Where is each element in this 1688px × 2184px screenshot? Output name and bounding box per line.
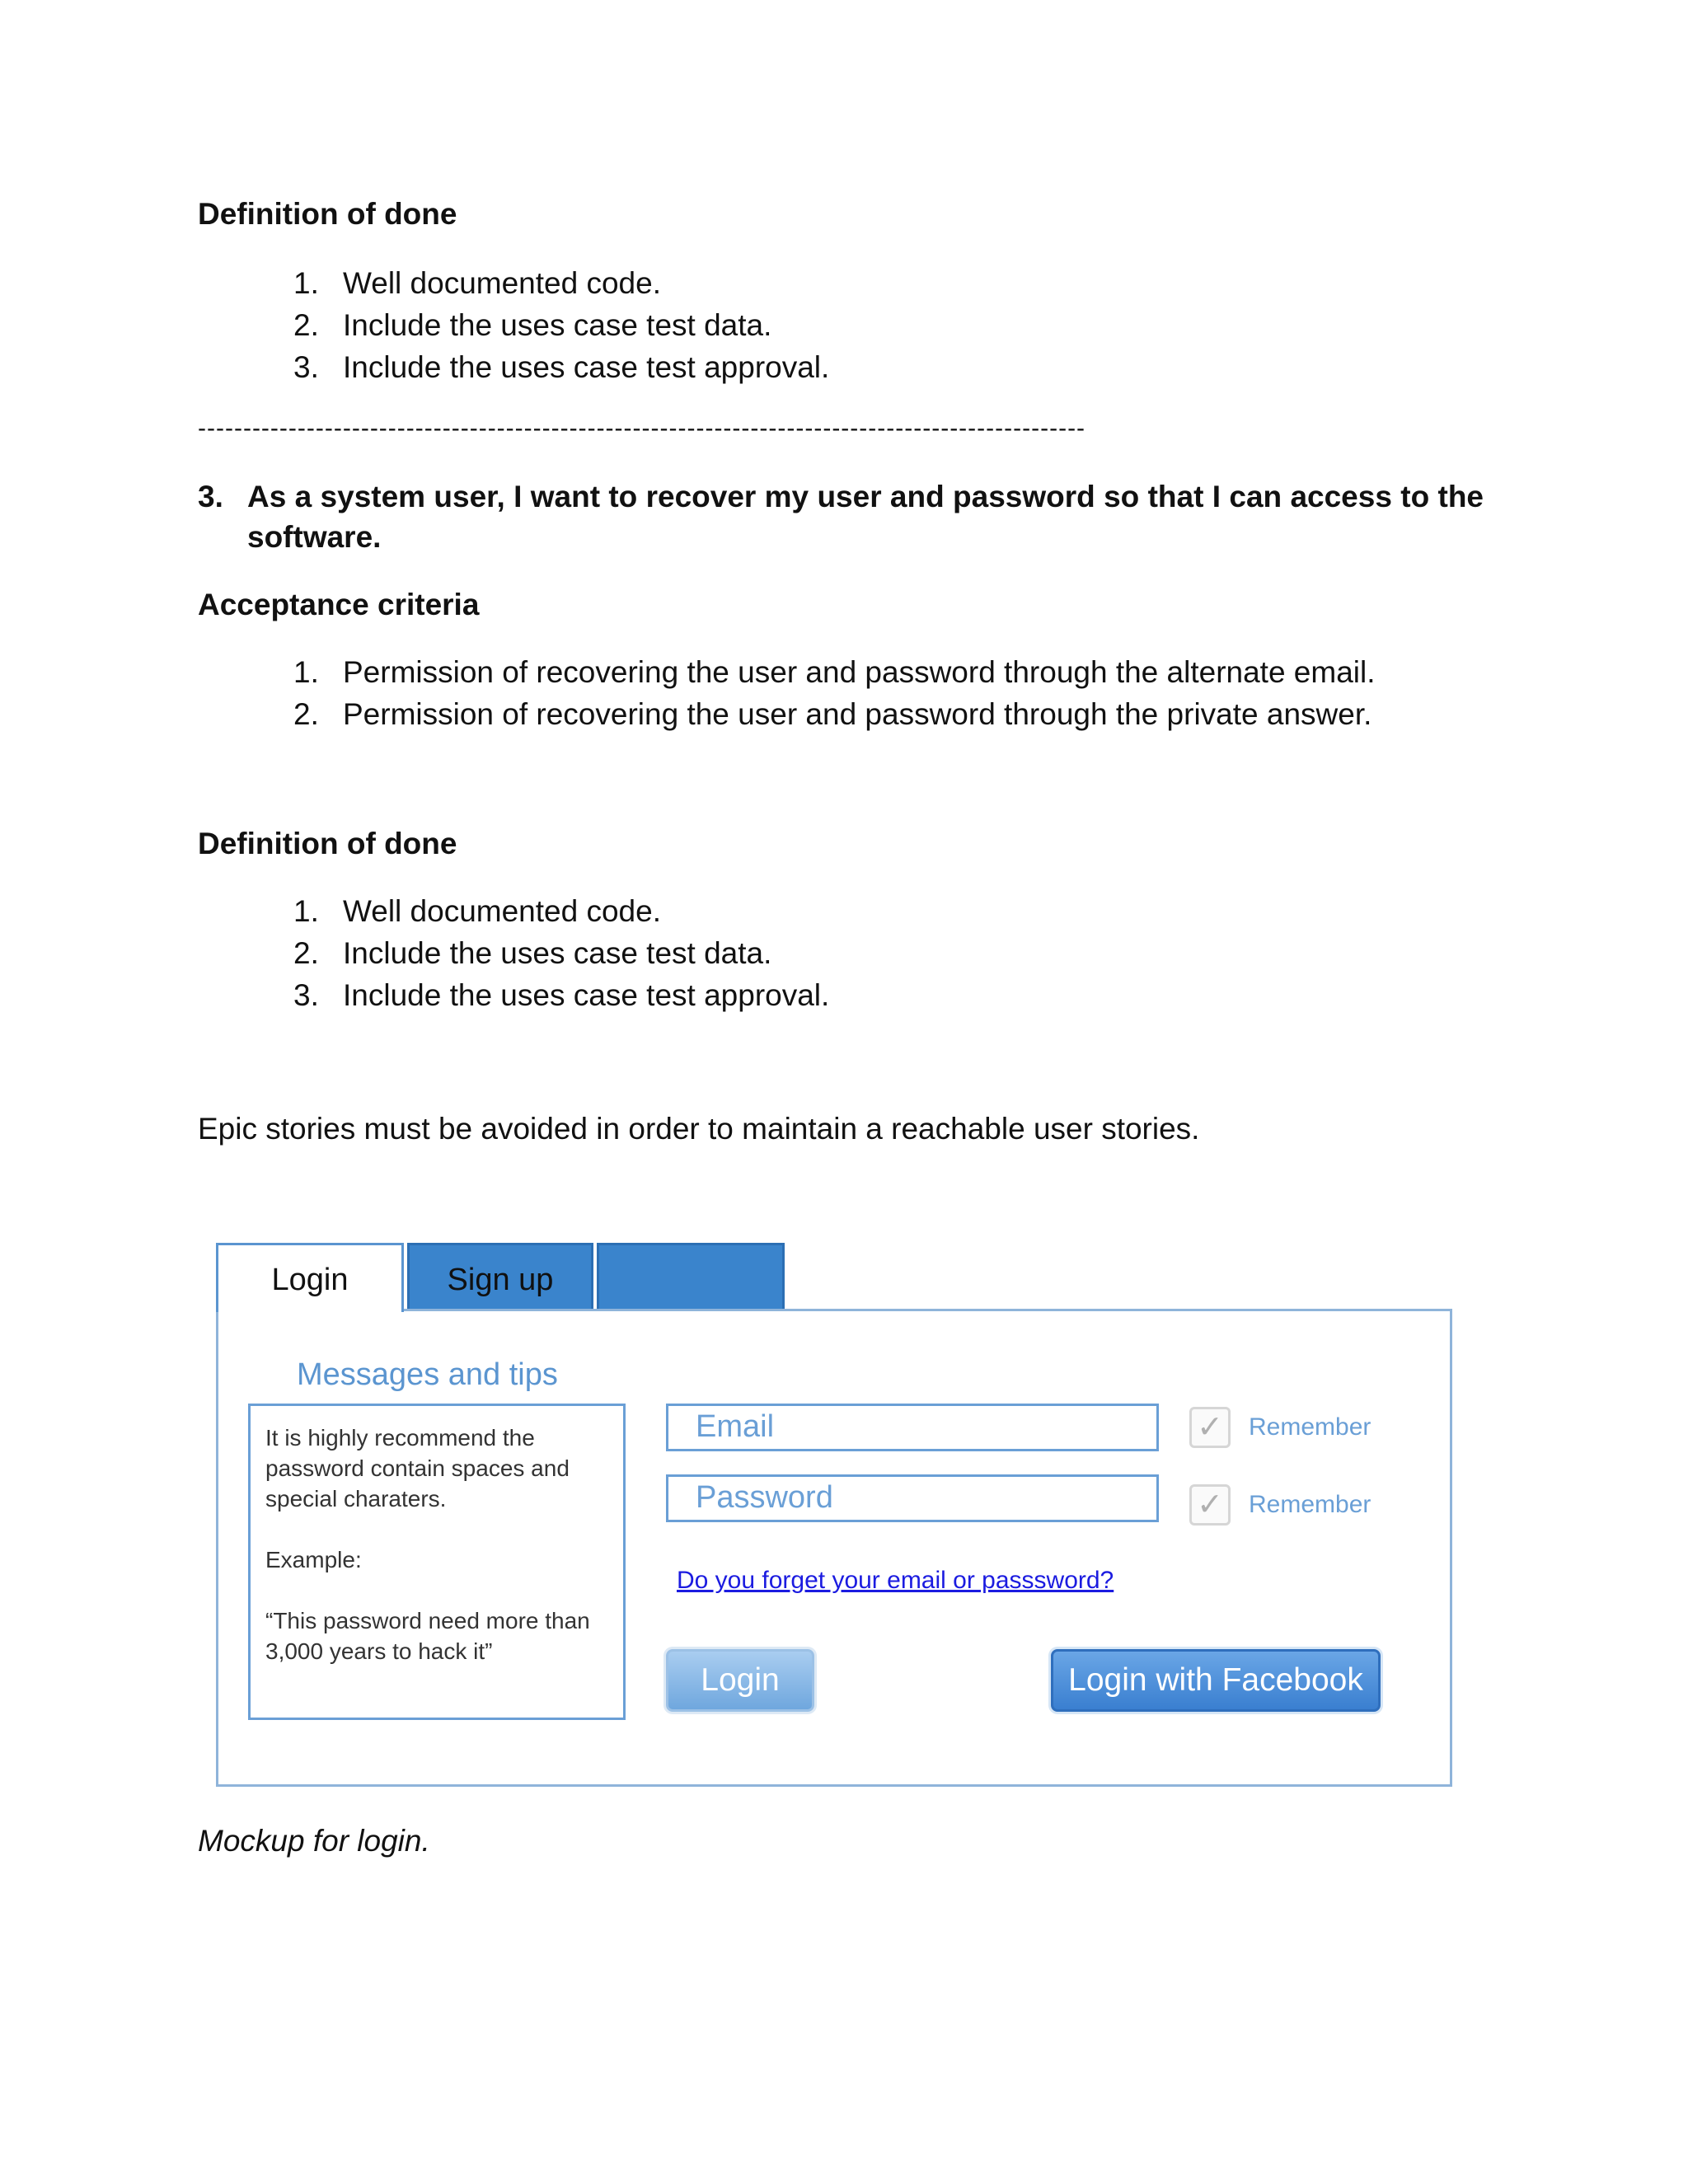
tab-empty[interactable] [597, 1243, 785, 1312]
messages-box [248, 1404, 626, 1720]
login-panel [216, 1309, 1452, 1787]
checkmark-icon: ✓ [1197, 1410, 1223, 1445]
example-label: Example: [265, 1547, 362, 1572]
login-button[interactable]: Login [666, 1649, 814, 1712]
list-text: Permission of recovering the user and password through the private answer. [343, 697, 1372, 731]
list-text: Well documented code. [343, 894, 661, 928]
list-number: 1. [293, 266, 319, 300]
remember-email-checkbox[interactable] [1189, 1407, 1231, 1448]
user-story-3 [198, 476, 1484, 559]
tab-signup[interactable]: Sign up [407, 1243, 593, 1312]
acceptance-heading: Acceptance criteria [198, 588, 480, 621]
messages-title: Messages and tips [297, 1357, 558, 1392]
list-number: 3. [293, 978, 319, 1012]
remember-label: Remember [1249, 1413, 1372, 1441]
list-number: 2. [293, 936, 319, 970]
list-number: 3. [293, 350, 319, 384]
dod-heading-1: Definition of done [198, 197, 457, 231]
tab-login[interactable]: Login [216, 1243, 404, 1312]
separator-line: -------------------------------------------------------------------------------------------------- [198, 415, 1086, 442]
example-quote: “This password need more than 3,000 years to hack it” [265, 1608, 590, 1664]
list-text: Permission of recovering the user and password through the alternate email. [343, 655, 1376, 689]
login-mockup [216, 1243, 1452, 1787]
mockup-caption: Mockup for login. [198, 1824, 430, 1858]
list-text: Include the uses case test approval. [343, 350, 830, 384]
list-text: Well documented code. [343, 266, 661, 300]
password-field[interactable]: Password [666, 1474, 1159, 1522]
list-number: 2. [293, 697, 319, 731]
dod-heading-2: Definition of done [198, 827, 457, 860]
list-text: Include the uses case test data. [343, 308, 772, 342]
story-number: 3. [198, 480, 223, 513]
list-text: Include the uses case test approval. [343, 978, 830, 1012]
tip-text: It is highly recommend the password contain spaces and special charaters. [265, 1425, 570, 1511]
epic-stories-note: Epic stories must be avoided in order to maintain a reachable user stories. [198, 1112, 1200, 1146]
remember-label: Remember [1249, 1491, 1372, 1518]
email-field[interactable]: Email [666, 1404, 1159, 1451]
story-text: As a system user, I want to recover my user and password so that I can access to the software. [247, 480, 1484, 554]
forgot-credentials-link[interactable]: Do you forget your email or passsword? [677, 1567, 1114, 1594]
list-number: 2. [293, 308, 319, 342]
list-text: Include the uses case test data. [343, 936, 772, 970]
list-number: 1. [293, 894, 319, 928]
login-with-facebook-button[interactable]: Login with Facebook [1051, 1649, 1381, 1712]
list-number: 1. [293, 655, 319, 689]
remember-password-checkbox[interactable] [1189, 1484, 1231, 1526]
checkmark-icon: ✓ [1197, 1488, 1223, 1522]
